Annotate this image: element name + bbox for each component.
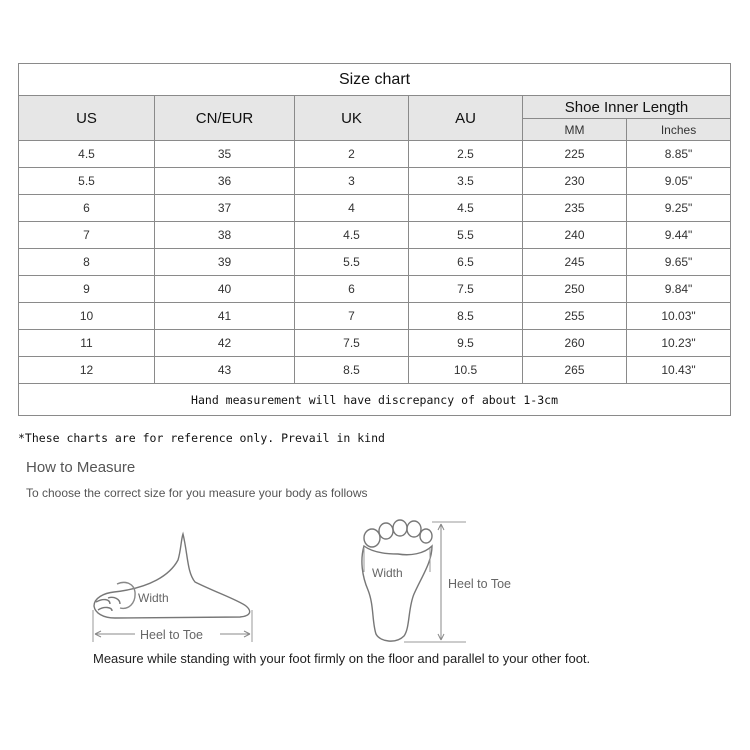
toe [364, 529, 380, 547]
cell-au: 8.5 [409, 303, 523, 330]
cell-inches: 9.05" [627, 168, 731, 195]
cell-us: 8 [19, 249, 155, 276]
cell-au: 9.5 [409, 330, 523, 357]
header-mm: MM [523, 119, 627, 141]
side-foot-outline [94, 534, 250, 618]
how-to-measure-title: How to Measure [26, 459, 136, 476]
cell-us: 6 [19, 195, 155, 222]
cell-cn-eur: 38 [155, 222, 295, 249]
cell-au: 10.5 [409, 357, 523, 384]
cell-uk: 4 [295, 195, 409, 222]
table-row [19, 168, 731, 195]
cell-inches: 10.43" [627, 357, 731, 384]
toe [420, 529, 432, 543]
sole-outline [362, 546, 432, 641]
cell-us: 10 [19, 303, 155, 330]
cell-cn-eur: 37 [155, 195, 295, 222]
side-foot-diagram [93, 534, 252, 642]
cell-mm: 255 [523, 303, 627, 330]
table-row [19, 249, 731, 276]
measurement-note: Hand measurement will have discrepancy of about 1-3cm [19, 384, 731, 416]
table-row [19, 330, 731, 357]
cell-mm: 225 [523, 141, 627, 168]
table-row [19, 195, 731, 222]
table-row [19, 357, 731, 384]
cell-us: 5.5 [19, 168, 155, 195]
cell-us: 12 [19, 357, 155, 384]
cell-inches: 9.65" [627, 249, 731, 276]
cell-au: 3.5 [409, 168, 523, 195]
cell-inches: 10.03" [627, 303, 731, 330]
cell-uk: 4.5 [295, 222, 409, 249]
cell-mm: 230 [523, 168, 627, 195]
cell-inches: 9.44" [627, 222, 731, 249]
header-us: US [19, 96, 155, 141]
cell-cn-eur: 35 [155, 141, 295, 168]
cell-uk: 7 [295, 303, 409, 330]
size-chart-title: Size chart [19, 64, 731, 96]
cell-us: 9 [19, 276, 155, 303]
cell-cn-eur: 43 [155, 357, 295, 384]
size-chart-table [18, 63, 731, 416]
cell-us: 7 [19, 222, 155, 249]
reference-note: *These charts are for reference only. Prevail in kind [18, 431, 385, 445]
how-to-measure-subtitle: To choose the correct size for you measure your body as follows [26, 486, 368, 500]
cell-uk: 7.5 [295, 330, 409, 357]
toe [393, 520, 407, 536]
table-row [19, 276, 731, 303]
cell-au: 2.5 [409, 141, 523, 168]
cell-mm: 245 [523, 249, 627, 276]
header-inches: Inches [627, 119, 731, 141]
toe-line [98, 607, 112, 611]
cell-uk: 8.5 [295, 357, 409, 384]
cell-mm: 250 [523, 276, 627, 303]
cell-au: 7.5 [409, 276, 523, 303]
cell-uk: 6 [295, 276, 409, 303]
cell-us: 11 [19, 330, 155, 357]
width-marker [117, 582, 135, 608]
cell-uk: 3 [295, 168, 409, 195]
toe-line [96, 600, 110, 604]
foot-diagrams [0, 510, 750, 650]
table-row [19, 222, 731, 249]
side-heel-to-toe-label: Heel to Toe [140, 628, 204, 642]
header-uk: UK [295, 96, 409, 141]
cell-au: 4.5 [409, 195, 523, 222]
toe [379, 523, 393, 539]
cell-mm: 265 [523, 357, 627, 384]
header-au: AU [409, 96, 523, 141]
cell-au: 5.5 [409, 222, 523, 249]
toe [407, 521, 421, 537]
header-cn-eur: CN/EUR [155, 96, 295, 141]
table-row [19, 141, 731, 168]
cell-mm: 240 [523, 222, 627, 249]
side-width-label: Width [138, 591, 169, 605]
cell-mm: 235 [523, 195, 627, 222]
cell-inches: 10.23" [627, 330, 731, 357]
cell-cn-eur: 41 [155, 303, 295, 330]
sole-width-label: Width [372, 566, 403, 580]
measure-instruction: Measure while standing with your foot firmly on the floor and parallel to your other foot. [93, 651, 591, 666]
cell-cn-eur: 40 [155, 276, 295, 303]
cell-cn-eur: 39 [155, 249, 295, 276]
sole-heel-to-toe-label: Heel to Toe [448, 577, 512, 591]
cell-inches: 9.84" [627, 276, 731, 303]
cell-cn-eur: 36 [155, 168, 295, 195]
cell-inches: 8.85" [627, 141, 731, 168]
cell-au: 6.5 [409, 249, 523, 276]
table-row [19, 303, 731, 330]
header-shoe-inner-length: Shoe Inner Length [523, 96, 731, 119]
cell-cn-eur: 42 [155, 330, 295, 357]
cell-us: 4.5 [19, 141, 155, 168]
cell-inches: 9.25" [627, 195, 731, 222]
cell-uk: 5.5 [295, 249, 409, 276]
cell-uk: 2 [295, 141, 409, 168]
cell-mm: 260 [523, 330, 627, 357]
